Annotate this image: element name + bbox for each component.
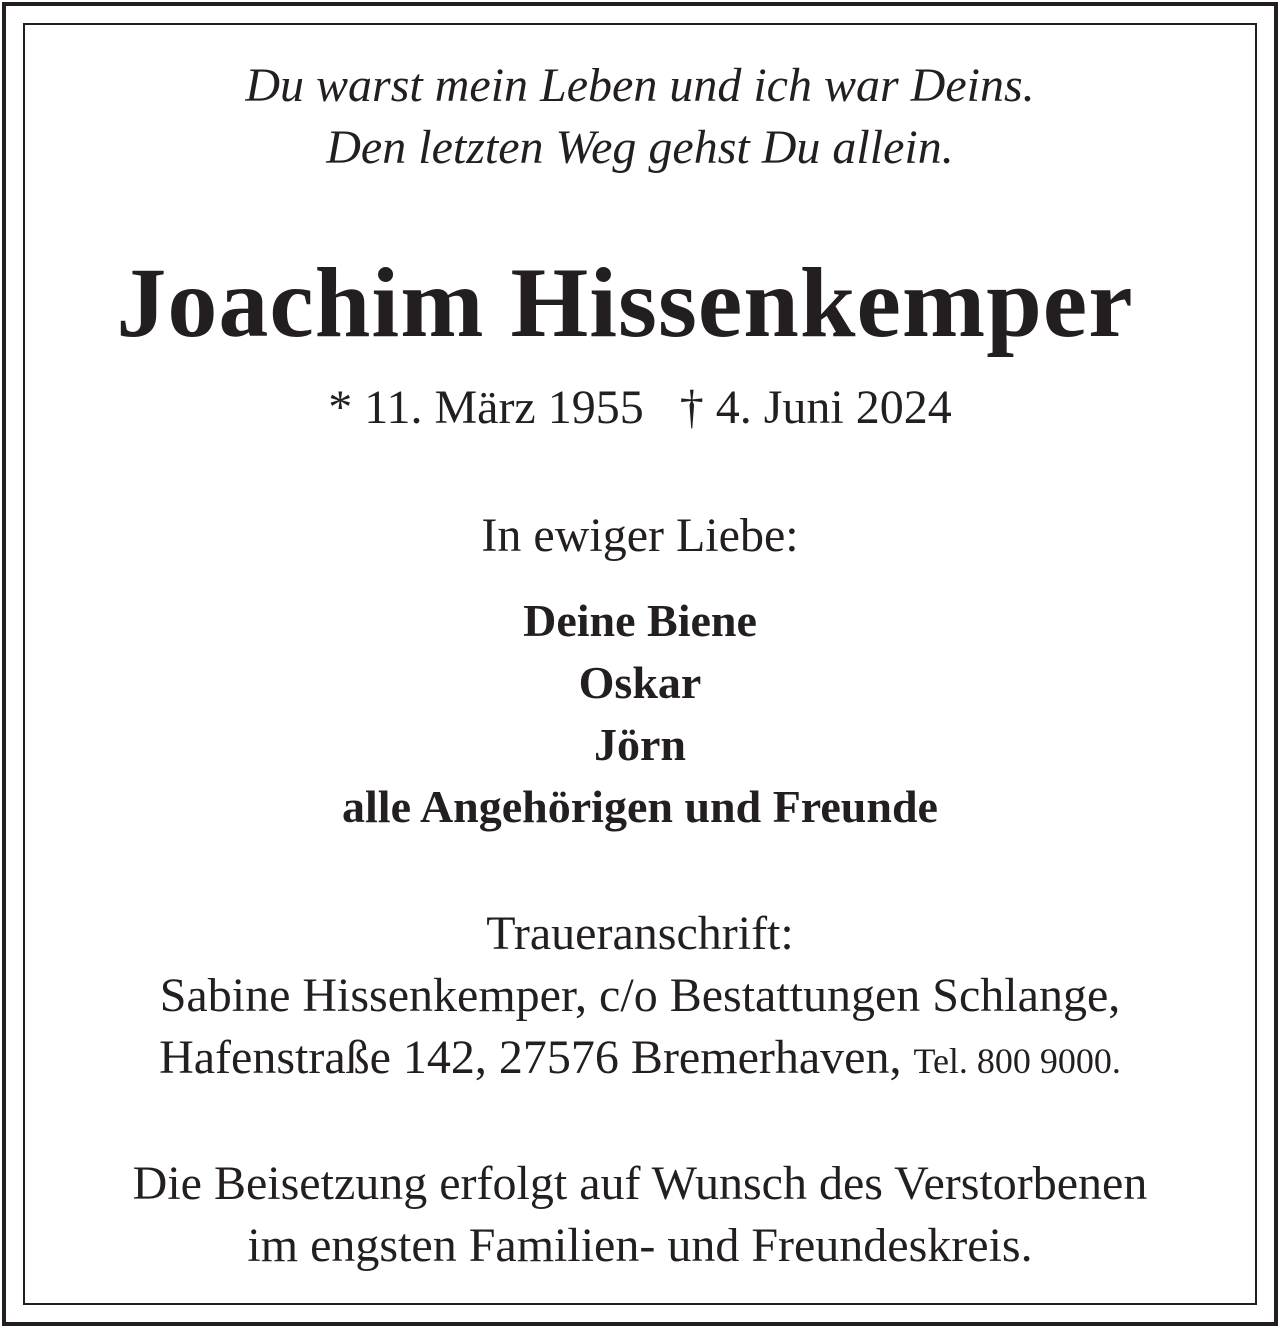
dedication: In ewiger Liebe: (481, 509, 799, 562)
mourner-1: Deine Biene (523, 595, 757, 646)
address-line-2 (0, 1030, 1280, 1089)
burial-note-line-1: Die Beisetzung erfolgt auf Wunsch des Verstorbenen (132, 1157, 1148, 1210)
mourner-3: Jörn (594, 719, 686, 770)
birth-date: * 11. März 1955 (328, 381, 644, 434)
address-line-1: Sabine Hissenkemper, c/o Bestattungen Schlange, (159, 969, 1121, 1022)
motto-line-2: Den letzten Weg gehst Du allein. (326, 121, 954, 174)
address-heading: Traueranschrift: (486, 907, 794, 960)
motto-line-1: Du warst mein Leben und ich war Deins. (245, 59, 1035, 112)
address-street: Hafenstraße 142, 27576 Bremerhaven, (159, 1031, 902, 1084)
death-date: † 4. Juni 2024 (679, 381, 952, 434)
burial-note-line-2: im engsten Familien- und Freundeskreis. (247, 1219, 1033, 1272)
mourner-4: alle Angehörigen und Freunde (342, 781, 938, 832)
life-dates (0, 380, 1280, 436)
address-phone: Tel. 800 9000. (913, 1041, 1121, 1081)
mourner-2: Oskar (578, 657, 702, 708)
deceased-name: Joachim Hissenkemper (116, 247, 1134, 358)
